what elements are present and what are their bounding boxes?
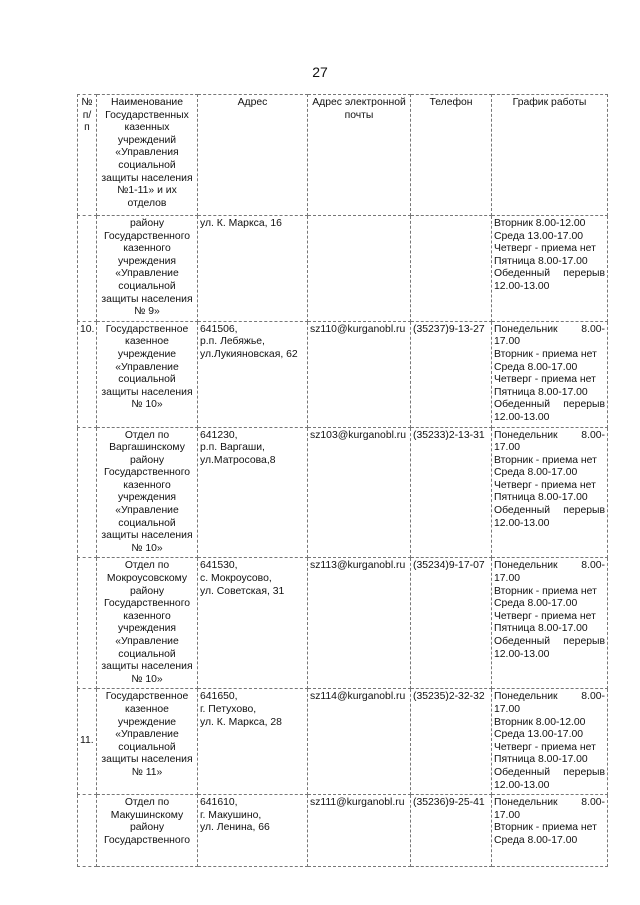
row-schedule: Понедельник 8.00-17.00 Вторник - приема нет Среда 8.00-17.00 Четверг - приема нет Пятница 8.00-17.00 Обеденный перерыв 12.00-13.00 xyxy=(492,427,608,558)
row-name: Отдел по Макушинскому району Государственного xyxy=(97,795,198,867)
table-row xyxy=(78,689,608,795)
row-address: 641506, р.п. Лебяжье, ул.Лукияновская, 62 xyxy=(198,321,308,427)
header-email: Адрес электронной почты xyxy=(308,95,411,216)
table-row xyxy=(78,427,608,558)
row-phone: (35234)9-17-07 xyxy=(411,558,492,689)
row-address: 641610, г. Макушино, ул. Ленина, 66 xyxy=(198,795,308,867)
row-address: ул. К. Маркса, 16 xyxy=(198,216,308,322)
table-row xyxy=(78,321,608,427)
row-schedule: Понедельник 8.00-17.00 Вторник - приема нет Среда 8.00-17.00 Четверг - приема нет Пятница 8.00-17.00 Обеденный перерыв 12.00-13.00 xyxy=(492,321,608,427)
row-name: Государственное казенное учреждение «Управление социальной защиты населения № 11» xyxy=(97,689,198,795)
row-phone: (35235)2-32-32 xyxy=(411,689,492,795)
table-row xyxy=(78,216,608,322)
row-schedule: Понедельник 8.00-17.00 Вторник 8.00-12.00 Среда 13.00-17.00 Четверг - приема нет Пятница 8.00-17.00 Обеденный перерыв 12.00-13.00 xyxy=(492,689,608,795)
row-num xyxy=(78,216,97,322)
table-row xyxy=(78,558,608,689)
row-email: sz111@kurganobl.ru xyxy=(308,795,411,867)
header-num: № п/п xyxy=(78,95,97,216)
institutions-table xyxy=(77,94,608,867)
row-address: 641650, г. Петухово, ул. К. Маркса, 28 xyxy=(198,689,308,795)
row-num xyxy=(78,427,97,558)
row-name: району Государственного казенного учреждения «Управление социальной защиты населения № 9» xyxy=(97,216,198,322)
header-address: Адрес xyxy=(198,95,308,216)
row-phone: (35233)2-13-31 xyxy=(411,427,492,558)
row-num: 10. xyxy=(78,321,97,427)
page-number: 27 xyxy=(312,64,328,80)
header-schedule: График работы xyxy=(492,95,608,216)
row-phone: (35237)9-13-27 xyxy=(411,321,492,427)
header-phone: Телефон xyxy=(411,95,492,216)
row-phone: (35236)9-25-41 xyxy=(411,795,492,867)
table-header-row xyxy=(78,95,608,216)
row-email: sz110@kurganobl.ru xyxy=(308,321,411,427)
row-email xyxy=(308,216,411,322)
row-schedule: Понедельник 8.00-17.00 Вторник - приема нет Среда 8.00-17.00 xyxy=(492,795,608,867)
table-row xyxy=(78,795,608,867)
row-schedule: Понедельник 8.00-17.00 Вторник - приема нет Среда 8.00-17.00 Четверг - приема нет Пятница 8.00-17.00 Обеденный перерыв 12.00-13.00 xyxy=(492,558,608,689)
row-name: Государственное казенное учреждение «Управление социальной защиты населения № 10» xyxy=(97,321,198,427)
row-phone xyxy=(411,216,492,322)
row-name: Отдел по Варгашинскому району Государственного казенного учреждения «Управление социальной защиты населения № 10» xyxy=(97,427,198,558)
header-name: Наименование Государственных казенных учреждений «Управления социальной защиты населения №1-11» и их отделов xyxy=(97,95,198,216)
row-num: 11. xyxy=(78,689,97,795)
row-address: 641530, с. Мокроусово, ул. Советская, 31 xyxy=(198,558,308,689)
row-num xyxy=(78,795,97,867)
row-address: 641230, р.п. Варгаши, ул.Матросова,8 xyxy=(198,427,308,558)
row-schedule: Вторник 8.00-12.00 Среда 13.00-17.00 Четверг - приема нет Пятница 8.00-17.00 Обеденный перерыв 12.00-13.00 xyxy=(492,216,608,322)
row-email: sz114@kurganobl.ru xyxy=(308,689,411,795)
row-email: sz103@kurganobl.ru xyxy=(308,427,411,558)
row-name: Отдел по Мокроусовскому району Государственного казенного учреждения «Управление социальной защиты населения № 10» xyxy=(97,558,198,689)
row-email: sz113@kurganobl.ru xyxy=(308,558,411,689)
row-num xyxy=(78,558,97,689)
